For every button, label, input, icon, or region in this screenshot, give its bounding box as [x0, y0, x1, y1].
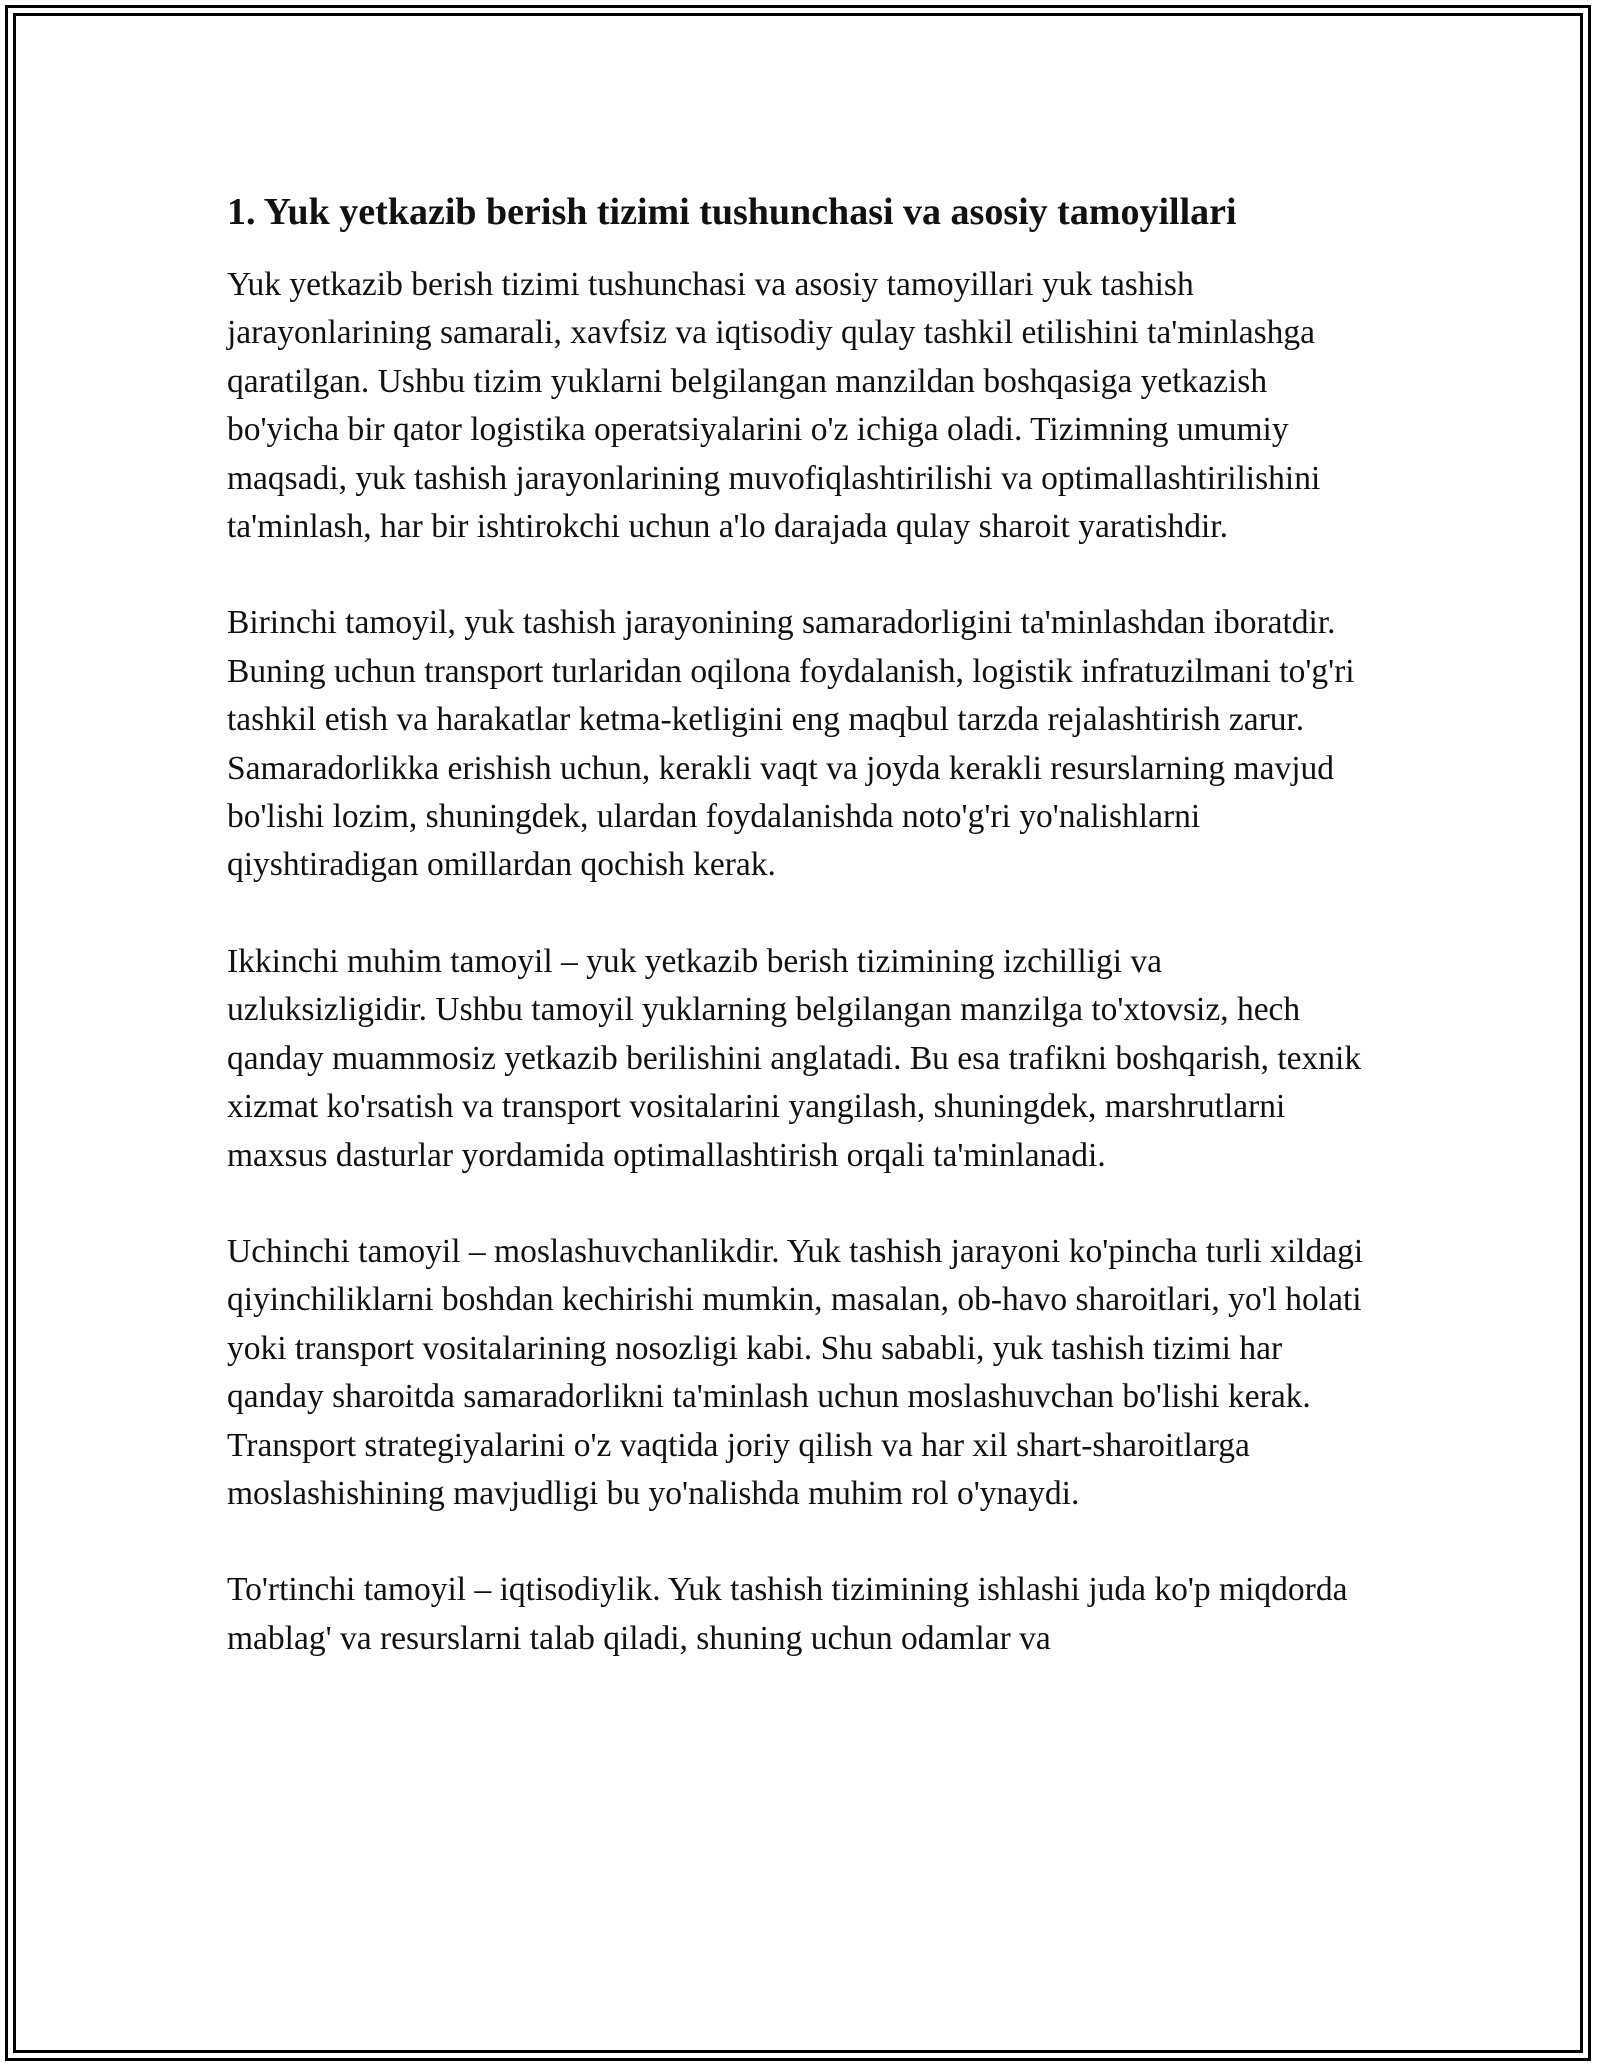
- paragraph-first-principle: Birinchi tamoyil, yuk tashish jarayonining samaradorligini ta'minlashdan iboratdir. Buning uchun transport turlaridan oqilona foydalanish, logistik infratuzilmani to'g'ri tashkil etish va harakatlar ketma-ketligini eng maqbul tarzda rejalashtirish zarur. Samaradorlikka erishish uchun, kerakli vaqt va joyda kerakli resurslarning mavjud bo'lishi lozim, shuningdek, ulardan foydalanishda noto'g'ri yo'nalishlarni qiyshtiradigan omillardan qochish kerak.: [227, 604, 1355, 884]
- section-heading: 1. Yuk yetkazib berish tizimi tushunchasi va asosiy tamoyillari: [227, 191, 1237, 233]
- paragraph-intro: Yuk yetkazib berish tizimi tushunchasi va asosiy tamoyillari yuk tashish jarayonlarining samarali, xavfsiz va iqtisodiy qulay tashkil etilishini ta'minlashga qaratilgan. Ushbu tizim yuklarni belgilangan manzildan boshqasiga yetkazish bo'yicha bir qator logistika operatsiyalarini o'z ichiga oladi. Tizimning umumiy maqsadi, yuk tashish jarayonlarining muvofiqlashtirilishi va optimallashtirilishini ta'minlash, har bir ishtirokchi uchun a'lo darajada qulay sharoit yaratishdir.: [227, 266, 1321, 546]
- document-body: [227, 185, 1367, 1711]
- paragraph-second-principle: Ikkinchi muhim tamoyil – yuk yetkazib berish tizimining izchilligi va uzluksizligidir. Ushbu tamoyil yuklarning belgilangan manzilga to'xtovsiz, hech qanday muammosiz yetkazib berilishini anglatadi. Bu esa trafikni boshqarish, texnik xizmat ko'rsatish va transport vositalarini yangilash, shuningdek, marshrutlarni maxsus dasturlar yordamida optimallashtirish orqali ta'minlanadi.: [227, 942, 1362, 1174]
- paragraph-fourth-principle: To'rtinchi tamoyil – iqtisodiylik. Yuk tashish tizimining ishlashi juda ko'p miqdorda mablag' va resurslarni talab qiladi, shuning uchun odamlar va: [227, 1571, 1348, 1657]
- paragraph-third-principle: Uchinchi tamoyil – moslashuvchanlikdir. Yuk tashish jarayoni ko'pincha turli xildagi qiyinchiliklarni boshdan kechirishi mumkin, masalan, ob-havo sharoitlari, yo'l holati yoki transport vositalarining nosozligi kabi. Shu sababli, yuk tashish tizimi har qanday sharoitda samaradorlikni ta'minlash uchun moslashuvchan bo'lishi kerak. Transport strategiyalarini o'z vaqtida joriy qilish va har xil shart-sharoitlarga moslashishining mavjudligi bu yo'nalishda muhim rol o'ynaydi.: [227, 1232, 1364, 1512]
